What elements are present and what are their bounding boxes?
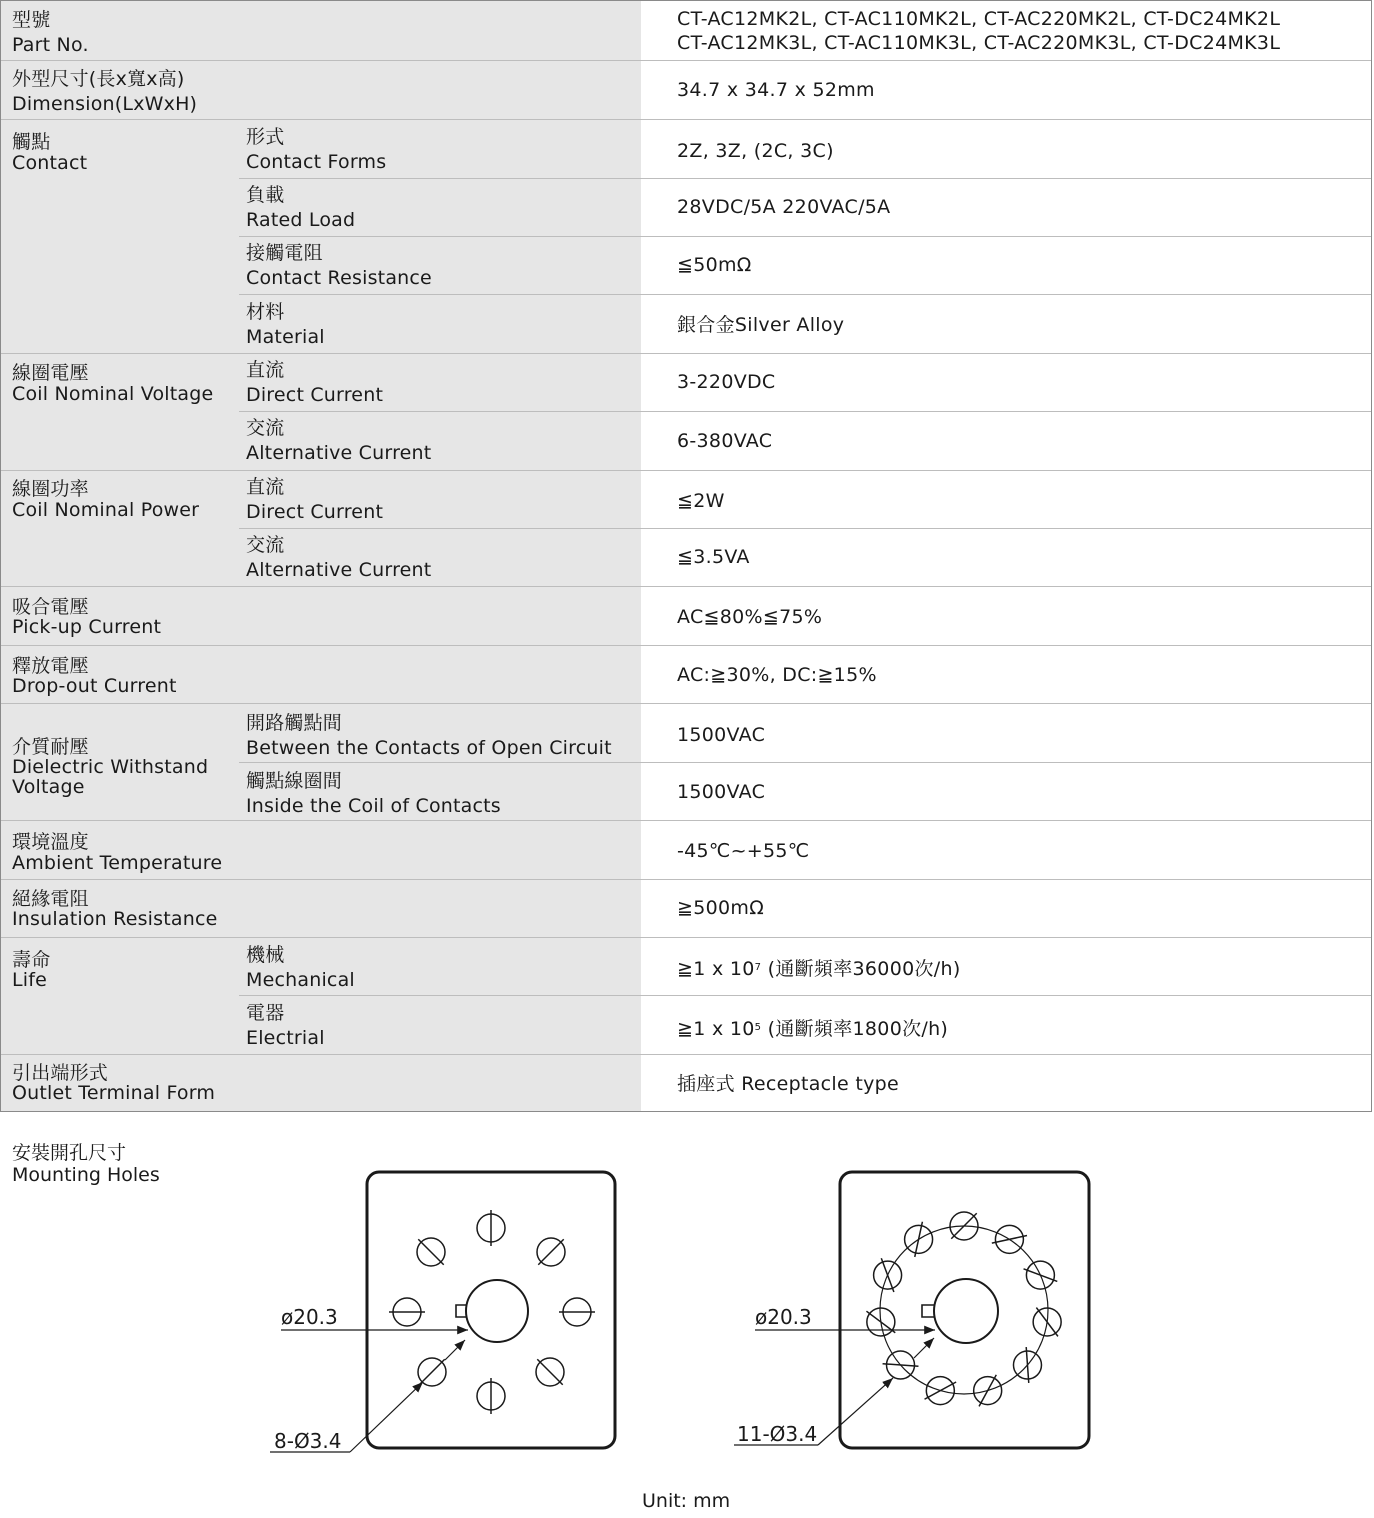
left-holes-label: 8-Ø3.4 — [274, 1429, 342, 1453]
dimension-label-en: Dimension(LxWxH) — [12, 93, 198, 115]
pitch-circle — [880, 1226, 1048, 1394]
material-label-zh: 材料 — [246, 301, 285, 323]
pickup-label-en: Pick-up Current — [12, 616, 162, 638]
center-key — [456, 1305, 466, 1317]
coil-power-dc-value: ≦2W — [677, 490, 725, 512]
contact-forms-value: 2Z, 3Z, (2C, 3C) — [677, 140, 834, 162]
row-divider — [239, 528, 1371, 529]
outlet-label-en: Outlet Terminal Form — [12, 1082, 216, 1104]
life-mechanical-value-note: (通斷頻率36000次/h) — [761, 958, 961, 980]
row-divider — [239, 236, 1371, 237]
value-column — [641, 1, 1371, 1111]
contact-resistance-value: ≦50mΩ — [677, 254, 752, 276]
dielectric-coil-value: 1500VAC — [677, 781, 766, 803]
pin-hole-mark — [418, 1239, 443, 1264]
pin-hole-mark — [992, 1236, 1027, 1244]
contact-label-zh: 觸點 — [12, 131, 51, 153]
contact-resistance-label-zh: 接觸電阻 — [246, 242, 323, 264]
outlet-value: 插座式 Receptacle type — [677, 1073, 899, 1095]
row-divider — [239, 178, 1371, 179]
row-divider — [239, 294, 1371, 295]
dielectric-label-en-line2: Voltage — [12, 776, 85, 798]
mounting-holes-drawing — [0, 1160, 1374, 1490]
row-divider — [1, 645, 1371, 646]
contact-forms-label-zh: 形式 — [246, 126, 285, 148]
hole-dim-leader — [818, 1378, 893, 1445]
row-divider — [239, 762, 1371, 763]
dielectric-open-label-en: Between the Contacts of Open Circuit — [246, 737, 612, 759]
mounting-title-zh: 安裝開孔尺寸 — [12, 1142, 127, 1164]
row-divider — [1, 1054, 1371, 1055]
material-value: 銀合金Silver Alloy — [677, 314, 845, 336]
row-divider — [1, 353, 1371, 354]
ambient-label-zh: 環境溫度 — [12, 831, 89, 853]
unit-note: Unit: mm — [642, 1490, 731, 1512]
row-divider — [239, 995, 1371, 996]
life-mechanical-value — [677, 957, 961, 981]
life-electrical-value-note: (通斷頻率1800次/h) — [761, 1018, 949, 1040]
pin-hole-mark — [1036, 1308, 1058, 1337]
life-mechanical-label-en: Mechanical — [246, 969, 355, 991]
ambient-value: -45℃~+55℃ — [677, 840, 810, 862]
life-mechanical-value-exponent: 7 — [754, 962, 762, 973]
pin-hole-mark — [979, 1375, 996, 1407]
pin-hole-mark — [419, 1359, 444, 1384]
part-no-value-line1: CT-AC12MK2L, CT-AC110MK2L, CT-AC220MK2L, CT-DC24MK2L — [677, 8, 1281, 30]
coil-voltage-label-en: Coil Nominal Voltage — [12, 383, 214, 405]
mounting-title-en: Mounting Holes — [12, 1164, 160, 1186]
pin-hole-mark — [538, 1239, 563, 1264]
coil-voltage-label-zh: 線圈電壓 — [12, 362, 89, 384]
row-divider — [1, 703, 1371, 704]
pin-hole-mark — [1024, 1269, 1058, 1282]
outlet-label-zh: 引出端形式 — [12, 1062, 109, 1084]
pickup-value: AC≦80%≦75% — [677, 606, 823, 628]
coil-power-label-en: Coil Nominal Power — [12, 499, 200, 521]
dielectric-label-en-line1: Dielectric Withstand — [12, 756, 209, 778]
part-no-label-en: Part No. — [12, 34, 89, 56]
left-center-dia-label: ø20.3 — [281, 1305, 338, 1329]
dielectric-coil-label-en: Inside the Coil of Contacts — [246, 795, 501, 817]
coil-power-ac-label-en: Alternative Current — [246, 559, 432, 581]
row-divider — [1, 937, 1371, 938]
coil-voltage-ac-label-en: Alternative Current — [246, 442, 432, 464]
row-divider — [1, 820, 1371, 821]
center-hole — [934, 1279, 998, 1343]
pin-hole-mark — [1026, 1347, 1029, 1383]
coil-power-dc-label-zh: 直流 — [246, 476, 285, 498]
right-center-dia-label: ø20.3 — [755, 1305, 812, 1329]
hole-dim-leader-inner — [445, 1340, 465, 1360]
socket-outline — [840, 1172, 1089, 1448]
coil-voltage-ac-label-zh: 交流 — [246, 417, 285, 439]
hole-dim-leader-inner — [914, 1338, 934, 1358]
life-electrical-value-exponent: 5 — [754, 1022, 762, 1033]
dielectric-open-value: 1500VAC — [677, 724, 766, 746]
coil-voltage-dc-label-en: Direct Current — [246, 384, 384, 406]
rated-load-label-zh: 負載 — [246, 184, 285, 206]
contact-resistance-label-en: Contact Resistance — [246, 267, 432, 289]
row-divider — [1, 586, 1371, 587]
pin-holes — [389, 1210, 595, 1414]
row-divider — [1, 879, 1371, 880]
row-divider — [1, 470, 1371, 471]
dielectric-open-label-zh: 開路觸點間 — [246, 712, 343, 734]
dielectric-label-zh: 介質耐壓 — [12, 736, 89, 758]
dimension-value: 34.7 x 34.7 x 52mm — [677, 79, 875, 101]
insulation-value: ≧500mΩ — [677, 897, 765, 919]
part-no-label-zh: 型號 — [12, 9, 51, 31]
coil-voltage-dc-label-zh: 直流 — [246, 359, 285, 381]
contact-forms-label-en: Contact Forms — [246, 151, 387, 173]
part-no-value-line2: CT-AC12MK3L, CT-AC110MK3L, CT-AC220MK3L, CT-DC24MK3L — [677, 32, 1281, 54]
coil-power-label-zh: 線圈功率 — [12, 478, 89, 500]
row-divider — [239, 411, 1371, 412]
right-holes-label: 11-Ø3.4 — [737, 1422, 818, 1446]
insulation-label-zh: 絕緣電阻 — [12, 888, 89, 910]
pin-hole-mark — [915, 1222, 923, 1257]
rated-load-value: 28VDC/5A 220VAC/5A — [677, 196, 891, 218]
center-key — [922, 1305, 934, 1317]
hole-dim-leader — [350, 1382, 423, 1452]
life-label-en: Life — [12, 969, 48, 991]
pin-hole-mark — [537, 1359, 562, 1384]
dimension-label-zh: 外型尺寸(長x寬x高) — [12, 68, 185, 90]
life-electrical-label-zh: 電器 — [246, 1002, 285, 1024]
pin-holes — [866, 1212, 1061, 1406]
life-label-zh: 壽命 — [12, 949, 51, 971]
dropout-value: AC:≧30%, DC:≧15% — [677, 664, 877, 686]
rated-load-label-en: Rated Load — [246, 209, 356, 231]
life-electrical-value-base: ≧1 x 10 — [677, 1018, 755, 1040]
life-mechanical-value-base: ≧1 x 10 — [677, 958, 755, 980]
coil-power-ac-value: ≦3.5VA — [677, 546, 750, 568]
row-divider — [1, 119, 1371, 120]
pin-hole-mark — [925, 1382, 957, 1399]
coil-power-ac-label-zh: 交流 — [246, 534, 285, 556]
insulation-label-en: Insulation Resistance — [12, 908, 218, 930]
material-label-en: Material — [246, 326, 325, 348]
coil-voltage-dc-value: 3-220VDC — [677, 371, 776, 393]
coil-voltage-ac-value: 6-380VAC — [677, 430, 773, 452]
center-hole — [466, 1280, 528, 1342]
life-electrical-value — [677, 1017, 948, 1041]
contact-label-en: Contact — [12, 152, 88, 174]
pickup-label-zh: 吸合電壓 — [12, 596, 89, 618]
coil-power-dc-label-en: Direct Current — [246, 501, 384, 523]
dropout-label-zh: 釋放電壓 — [12, 655, 89, 677]
dielectric-coil-label-zh: 觸點線圈間 — [246, 770, 343, 792]
row-divider — [1, 60, 1371, 61]
dropout-label-en: Drop-out Current — [12, 675, 177, 697]
life-electrical-label-en: Electrial — [246, 1027, 325, 1049]
ambient-label-en: Ambient Temperature — [12, 852, 223, 874]
life-mechanical-label-zh: 機械 — [246, 944, 285, 966]
